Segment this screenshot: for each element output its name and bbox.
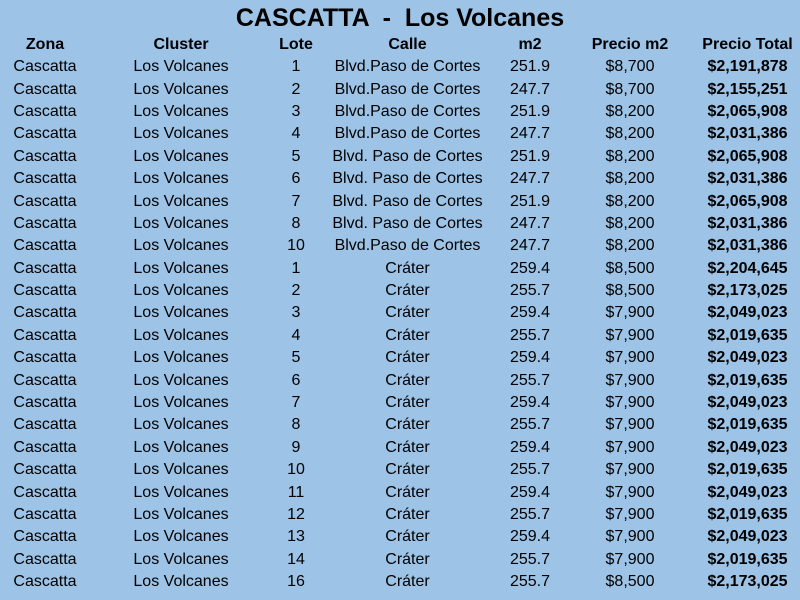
cell-lote: 12 — [287, 506, 305, 523]
cell-cluster: Los Volcanes — [133, 349, 229, 367]
cell-calle: Blvd. Paso de Cortes — [332, 214, 483, 232]
page-title: CASCATTA - Los Volcanes — [235, 4, 565, 32]
table-row — [0, 526, 800, 548]
table-header-row — [0, 34, 800, 56]
cell-calle: Cráter — [385, 438, 430, 456]
cell-precio-total: $2,019,635 — [707, 506, 788, 523]
cell-precio-total: $2,019,635 — [707, 371, 788, 389]
cell-zona: Cascatta — [13, 237, 77, 255]
cell-cluster: Los Volcanes — [133, 550, 229, 568]
cell-cluster: Los Volcanes — [133, 282, 229, 300]
cell-lote: 4 — [291, 125, 301, 143]
cell-calle: Cráter — [385, 528, 430, 546]
cell-m2: 255.7 — [509, 326, 551, 344]
table-row — [0, 392, 800, 414]
cell-lote: 3 — [291, 102, 301, 120]
table-row — [0, 369, 800, 391]
cell-m2: 251.9 — [509, 102, 551, 120]
cell-precio-total: $2,031,386 — [707, 237, 788, 255]
table-row — [0, 571, 800, 593]
cell-zona: Cascatta — [13, 125, 77, 143]
cell-lote: 6 — [291, 371, 301, 389]
cell-precio-m2: $8,200 — [605, 102, 655, 120]
table-row — [0, 258, 800, 280]
cell-precio-m2: $8,500 — [605, 259, 655, 277]
cell-precio-total: $2,049,023 — [707, 349, 788, 367]
cell-calle: Cráter — [385, 282, 430, 300]
cell-zona: Cascatta — [13, 528, 77, 546]
cell-cluster: Los Volcanes — [133, 214, 229, 232]
cell-precio-m2: $8,200 — [605, 170, 655, 188]
cell-cluster: Los Volcanes — [133, 170, 229, 188]
cell-calle: Cráter — [385, 573, 430, 591]
cell-cluster: Los Volcanes — [133, 416, 229, 434]
cell-m2: 247.7 — [509, 80, 551, 98]
cell-calle: Cráter — [385, 259, 430, 277]
cell-precio-total: $2,204,645 — [707, 259, 788, 277]
cell-precio-m2: $7,900 — [605, 371, 655, 389]
cell-m2: 247.7 — [509, 170, 551, 188]
cell-m2: 251.9 — [509, 147, 551, 165]
cell-calle: Cráter — [385, 483, 430, 501]
lot-price-table — [0, 34, 800, 593]
cell-m2: 259.4 — [509, 528, 551, 546]
cell-lote: 5 — [291, 349, 301, 367]
cell-zona: Cascatta — [13, 192, 77, 210]
cell-precio-total: $2,049,023 — [707, 483, 788, 501]
cell-zona: Cascatta — [13, 170, 77, 188]
cell-precio-total: $2,049,023 — [707, 394, 788, 412]
cell-precio-m2: $7,900 — [605, 483, 655, 501]
cell-zona: Cascatta — [13, 58, 77, 76]
cell-lote: 7 — [291, 192, 301, 210]
table-row — [0, 504, 800, 526]
cell-cluster: Los Volcanes — [133, 102, 229, 120]
cell-precio-total: $2,173,025 — [707, 573, 788, 591]
cell-precio-m2: $8,200 — [605, 237, 655, 255]
table-row — [0, 325, 800, 347]
table-row — [0, 190, 800, 212]
cell-zona: Cascatta — [13, 304, 77, 322]
cell-precio-total: $2,049,023 — [707, 438, 788, 456]
cell-precio-m2: $7,900 — [605, 304, 655, 322]
cell-m2: 259.4 — [509, 259, 551, 277]
cell-lote: 5 — [291, 147, 301, 165]
cell-precio-m2: $8,200 — [605, 147, 655, 165]
cell-m2: 259.4 — [509, 349, 551, 367]
cell-zona: Cascatta — [13, 147, 77, 165]
cell-precio-m2: $8,200 — [605, 125, 655, 143]
cell-lote: 1 — [291, 58, 301, 76]
cell-precio-total: $2,049,023 — [707, 304, 788, 322]
cell-lote: 8 — [291, 214, 301, 232]
cell-zona: Cascatta — [13, 573, 77, 591]
cell-m2: 259.4 — [509, 438, 551, 456]
column-header-calle: Calle — [388, 36, 427, 53]
cell-cluster: Los Volcanes — [133, 483, 229, 501]
cell-zona: Cascatta — [13, 326, 77, 344]
cell-zona: Cascatta — [13, 438, 77, 456]
cell-precio-total: $2,031,386 — [707, 170, 788, 188]
cell-m2: 259.4 — [509, 304, 551, 322]
cell-calle: Blvd.Paso de Cortes — [334, 125, 481, 143]
cell-zona: Cascatta — [13, 416, 77, 434]
cell-precio-total: $2,173,025 — [707, 282, 788, 300]
cell-m2: 255.7 — [509, 371, 551, 389]
table-body — [0, 56, 800, 593]
cell-lote: 9 — [291, 438, 301, 456]
cell-lote: 10 — [287, 237, 305, 255]
cell-m2: 255.7 — [509, 506, 551, 523]
column-header-precio-total: Precio Total — [702, 36, 793, 53]
table-row — [0, 481, 800, 503]
cell-precio-m2: $7,900 — [605, 461, 655, 479]
cell-zona: Cascatta — [13, 483, 77, 501]
table-row — [0, 235, 800, 257]
cell-cluster: Los Volcanes — [133, 438, 229, 456]
table-row — [0, 78, 800, 100]
cell-calle: Cráter — [385, 371, 430, 389]
cell-precio-m2: $7,900 — [605, 394, 655, 412]
cell-cluster: Los Volcanes — [133, 573, 229, 591]
table-row — [0, 213, 800, 235]
cell-precio-m2: $7,900 — [605, 528, 655, 546]
cell-precio-total: $2,065,908 — [707, 192, 788, 210]
table-row — [0, 146, 800, 168]
cell-zona: Cascatta — [13, 461, 77, 479]
cell-zona: Cascatta — [13, 214, 77, 232]
cell-zona: Cascatta — [13, 550, 77, 568]
cell-precio-total: $2,019,635 — [707, 416, 788, 434]
cell-precio-m2: $7,900 — [605, 326, 655, 344]
cell-m2: 259.4 — [509, 483, 551, 501]
cell-precio-total: $2,019,635 — [707, 461, 788, 479]
cell-precio-m2: $8,700 — [605, 58, 655, 76]
cell-zona: Cascatta — [13, 506, 77, 523]
table-row — [0, 302, 800, 324]
cell-lote: 3 — [291, 304, 301, 322]
cell-lote: 8 — [291, 416, 301, 434]
column-header-lote: Lote — [279, 36, 313, 53]
cell-lote: 13 — [287, 528, 305, 546]
cell-precio-total: $2,155,251 — [707, 80, 788, 98]
cell-cluster: Los Volcanes — [133, 80, 229, 98]
cell-precio-total: $2,019,635 — [707, 326, 788, 344]
cell-calle: Cráter — [385, 461, 430, 479]
cell-precio-total: $2,049,023 — [707, 528, 788, 546]
cell-precio-total: $2,065,908 — [707, 147, 788, 165]
cell-precio-m2: $8,200 — [605, 214, 655, 232]
cell-lote: 2 — [291, 80, 301, 98]
cell-cluster: Los Volcanes — [133, 326, 229, 344]
table-row — [0, 280, 800, 302]
table-row — [0, 414, 800, 436]
table-row — [0, 56, 800, 78]
cell-zona: Cascatta — [13, 259, 77, 277]
cell-precio-m2: $8,200 — [605, 192, 655, 210]
cell-precio-m2: $7,900 — [605, 438, 655, 456]
cell-cluster: Los Volcanes — [133, 506, 229, 523]
cell-precio-total: $2,191,878 — [707, 58, 788, 76]
cell-cluster: Los Volcanes — [133, 259, 229, 277]
cell-cluster: Los Volcanes — [133, 371, 229, 389]
cell-precio-m2: $7,900 — [605, 416, 655, 434]
cell-m2: 259.4 — [509, 394, 551, 412]
cell-cluster: Los Volcanes — [133, 125, 229, 143]
cell-precio-m2: $7,900 — [605, 349, 655, 367]
cell-precio-m2: $8,500 — [605, 573, 655, 591]
cell-calle: Cráter — [385, 416, 430, 434]
table-row — [0, 123, 800, 145]
cell-lote: 11 — [287, 483, 305, 501]
cell-precio-m2: $7,900 — [605, 506, 655, 523]
column-header-zona: Zona — [25, 36, 65, 53]
cell-lote: 4 — [291, 326, 301, 344]
cell-m2: 255.7 — [509, 573, 551, 591]
cell-calle: Blvd.Paso de Cortes — [334, 80, 481, 98]
cell-m2: 255.7 — [509, 550, 551, 568]
cell-calle: Blvd. Paso de Cortes — [332, 192, 483, 210]
cell-calle: Blvd.Paso de Cortes — [334, 237, 481, 255]
cell-precio-m2: $7,900 — [605, 550, 655, 568]
cell-lote: 10 — [287, 461, 305, 479]
cell-lote: 14 — [287, 550, 305, 568]
cell-lote: 6 — [291, 170, 301, 188]
cell-m2: 255.7 — [509, 416, 551, 434]
cell-m2: 255.7 — [509, 461, 551, 479]
cell-precio-total: $2,031,386 — [707, 214, 788, 232]
table-row — [0, 101, 800, 123]
cell-precio-m2: $8,700 — [605, 80, 655, 98]
cell-m2: 247.7 — [509, 237, 551, 255]
cell-m2: 255.7 — [509, 282, 551, 300]
cell-zona: Cascatta — [13, 371, 77, 389]
cell-calle: Cráter — [385, 506, 430, 523]
cell-zona: Cascatta — [13, 80, 77, 98]
cell-precio-m2: $8,500 — [605, 282, 655, 300]
column-header-cluster: Cluster — [153, 36, 209, 53]
cell-cluster: Los Volcanes — [133, 394, 229, 412]
cell-zona: Cascatta — [13, 282, 77, 300]
cell-lote: 2 — [291, 282, 301, 300]
cell-precio-total: $2,065,908 — [707, 102, 788, 120]
table-row — [0, 459, 800, 481]
cell-calle: Blvd. Paso de Cortes — [332, 147, 483, 165]
cell-calle: Cráter — [385, 550, 430, 568]
cell-calle: Blvd.Paso de Cortes — [334, 102, 481, 120]
cell-calle: Cráter — [385, 326, 430, 344]
table-row — [0, 347, 800, 369]
cell-zona: Cascatta — [13, 394, 77, 412]
table-row — [0, 437, 800, 459]
cell-zona: Cascatta — [13, 349, 77, 367]
cell-m2: 251.9 — [509, 58, 551, 76]
cell-lote: 1 — [291, 259, 301, 277]
cell-cluster: Los Volcanes — [133, 528, 229, 546]
cell-m2: 247.7 — [509, 125, 551, 143]
cell-precio-total: $2,019,635 — [707, 550, 788, 568]
cell-cluster: Los Volcanes — [133, 147, 229, 165]
cell-cluster: Los Volcanes — [133, 237, 229, 255]
cell-m2: 247.7 — [509, 214, 551, 232]
cell-lote: 7 — [291, 394, 301, 412]
table-row — [0, 168, 800, 190]
column-header-precio-m2: Precio m2 — [591, 36, 669, 53]
cell-cluster: Los Volcanes — [133, 304, 229, 322]
table-row — [0, 549, 800, 571]
cell-calle: Blvd. Paso de Cortes — [332, 170, 483, 188]
cell-calle: Cráter — [385, 394, 430, 412]
column-header-m2: m2 — [518, 36, 542, 53]
cell-cluster: Los Volcanes — [133, 461, 229, 479]
cell-calle: Blvd.Paso de Cortes — [334, 58, 481, 76]
cell-zona: Cascatta — [13, 102, 77, 120]
cell-calle: Cráter — [385, 349, 430, 367]
cell-precio-total: $2,031,386 — [707, 125, 788, 143]
cell-lote: 16 — [287, 573, 305, 591]
cell-m2: 251.9 — [509, 192, 551, 210]
cell-cluster: Los Volcanes — [133, 58, 229, 76]
cell-cluster: Los Volcanes — [133, 192, 229, 210]
cell-calle: Cráter — [385, 304, 430, 322]
